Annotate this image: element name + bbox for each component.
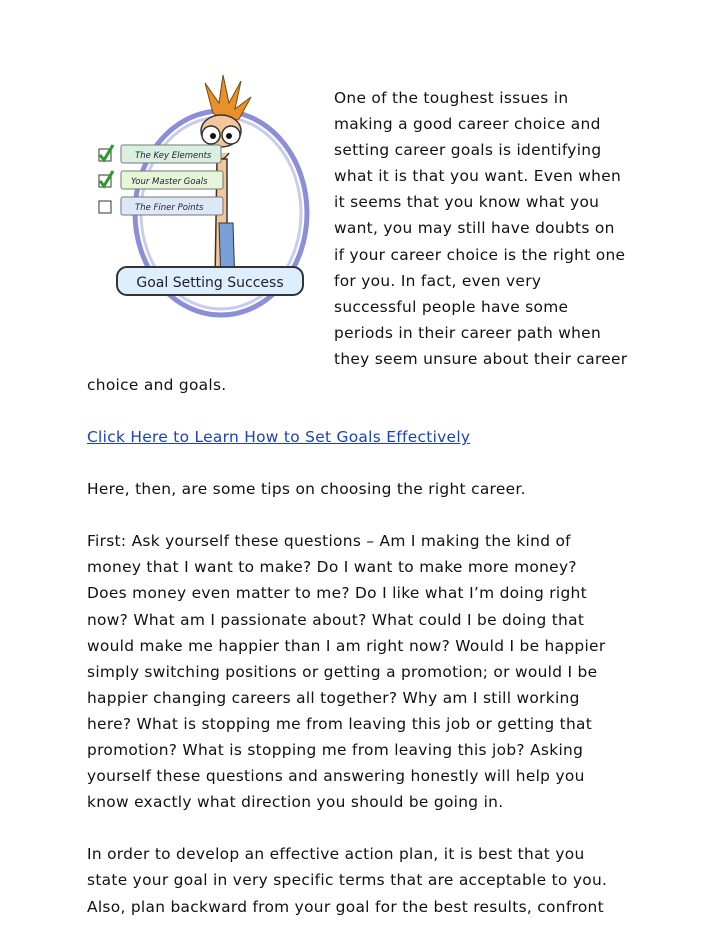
- second-paragraph: [87, 841, 647, 919]
- intro-line: what it is that you want. Even when: [334, 167, 622, 186]
- paragraph-line: yourself these questions and answering honestly will help you: [87, 767, 585, 786]
- paragraph-line: Does money even matter to me? Do I like what I’m doing right: [87, 584, 587, 603]
- checklist-item-label: The Finer Points: [135, 203, 204, 213]
- tips-intro: Here, then, are some tips on choosing the right career.: [87, 480, 526, 499]
- paragraph-line: In order to develop an effective action plan, it is best that you: [87, 845, 585, 864]
- paragraph-line: state your goal in very specific terms that are acceptable to you.: [87, 871, 608, 890]
- first-paragraph: [87, 528, 647, 815]
- paragraph-line: here? What is stopping me from leaving this job or getting that: [87, 714, 593, 733]
- paragraph-line: simply switching positions or getting a promotion; or would I be: [87, 662, 598, 681]
- intro-line: want, you may still have doubts on: [334, 219, 615, 238]
- paragraph-line: promotion? What is stopping me from leaving this job? Asking: [87, 741, 584, 760]
- checklist-item-2: [99, 171, 223, 189]
- learn-goals-link[interactable]: Click Here to Learn How to Set Goals Effectively: [87, 428, 471, 447]
- intro-line: they seem unsure about their career: [334, 349, 628, 368]
- intro-line: if your career choice is the right one: [334, 245, 626, 264]
- intro-line: periods in their career path when: [334, 323, 602, 342]
- intro-line: One of the toughest issues in: [334, 89, 569, 107]
- document-page: [87, 85, 647, 920]
- intro-line: for you. In fact, even very: [334, 271, 542, 290]
- empty-checkbox-icon: [99, 201, 111, 213]
- paragraph-line: money that I want to make? Do I want to make more money?: [87, 558, 577, 577]
- intro-paragraph: [334, 85, 627, 372]
- checklist-item-1: [99, 145, 221, 163]
- goal-setting-illustration: [95, 73, 327, 323]
- paragraph-line: now? What am I passionate about? What could I be doing that: [87, 610, 585, 629]
- intro-line: setting career goals is identifying: [334, 141, 602, 160]
- paragraph-line: happier changing careers all together? Why am I still working: [87, 688, 580, 707]
- paragraph-line: First: Ask yourself these questions – Am I making the kind of: [87, 532, 571, 551]
- intro-tail: choice and goals.: [87, 376, 227, 394]
- intro-line: making a good career choice and: [334, 115, 601, 134]
- checklist: [99, 145, 223, 215]
- intro-line: successful people have some: [334, 297, 569, 316]
- checklist-item-label: The Key Elements: [135, 151, 212, 161]
- banner: [117, 267, 303, 295]
- paragraph-line: know exactly what direction you should be going in.: [87, 793, 504, 812]
- paragraph-line: would make me happier than I am right now? Would I be happier: [87, 636, 606, 655]
- banner-title: Goal Setting Success: [136, 275, 284, 291]
- checklist-item-3: [99, 197, 223, 215]
- intro-section: [87, 85, 647, 372]
- paragraph-line: Also, plan backward from your goal for the best results, confront: [87, 897, 604, 916]
- intro-line: it seems that you know what you: [334, 193, 600, 212]
- checklist-item-label: Your Master Goals: [131, 177, 208, 187]
